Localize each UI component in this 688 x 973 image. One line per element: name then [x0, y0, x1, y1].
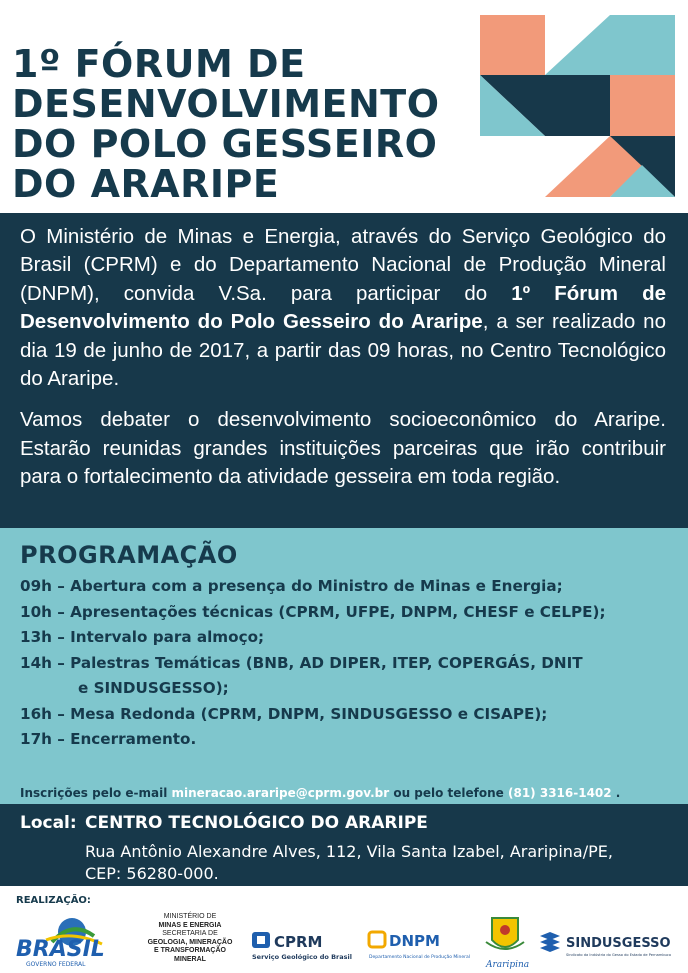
page-title: [12, 44, 440, 204]
intro-paragraph-1: O Ministério de Minas e Energia, através do Serviço Geológico do Brasil (CPRM) e do Departamento Nacional de Produção Mineral (DNPM), convida V.Sa. para participar do 1º Fórum de Desenvolvimento do Polo Gesseiro do Araripe, a ser realizado no dia 19 de junho de 2017, a partir das 09 horas, no Centro Tecnológico do Araripe.: [20, 225, 666, 391]
schedule-item-continuation: e SINDUSGESSO);: [78, 679, 229, 697]
realizacao-label: REALIZAÇÃO:: [16, 895, 91, 906]
cprm-logo: [250, 930, 355, 962]
brasil-governo-federal-logo: [12, 910, 132, 968]
address-line-2: CEP: 56280-000.: [85, 864, 219, 883]
araripina-text: Araripina: [486, 960, 530, 970]
phone-number[interactable]: (81) 3316-1402: [508, 786, 612, 800]
event-name-bold: 1º Fórum de Desenvolvimento do Polo Gesseiro do Araripe: [20, 281, 666, 334]
schedule-item: 17h – Encerramento.: [20, 730, 197, 748]
schedule-item: 14h – Palestras Temáticas (BNB, AD DIPER, ITEP, COPERGÁS, DNIT: [20, 653, 583, 672]
geometric-logo-graphic: [480, 15, 675, 197]
title-line-2: DESENVOLVIMENTO: [12, 82, 440, 126]
intro-paragraph-2: Vamos debater o desenvolvimento socioeconômico do Araripe. Estarão reunidas grandes instituições parceiras que irão contribuir para o fortalecimento da atividade gesseira em toda região.: [20, 408, 666, 489]
email-link[interactable]: mineracao.araripe@cprm.gov.br: [171, 786, 390, 800]
schedule-item: 09h – Abertura com a presença do Ministro de Minas e Energia;: [20, 577, 563, 595]
sindusgesso-wordmark: SINDUSGESSO: [566, 936, 671, 951]
inscricoes-line: Inscrições pelo e-mail mineracao.araripe@cprm.gov.br ou pelo telefone (81) 3316-1402 .: [20, 786, 621, 800]
venue-address: [85, 841, 613, 885]
footer: [0, 886, 688, 973]
title-line-4: DO ARARIPE: [12, 162, 280, 206]
schedule-list: [20, 574, 670, 753]
intro-section: [0, 213, 688, 528]
cprm-subtitle: Serviço Geológico do Brasil: [252, 953, 352, 961]
venue-name: CENTRO TECNOLÓGICO DO ARARIPE: [85, 813, 428, 833]
schedule-item: 13h – Intervalo para almoço;: [20, 628, 265, 646]
dnpm-subtitle: Departamento Nacional de Produção Mineral: [369, 955, 470, 960]
brasil-wordmark: BRASIL: [16, 937, 105, 962]
ministerio-logo: MINISTÉRIO DE MINAS E ENERGIA SECRETARIA DE GEOLOGIA, MINERAÇÃO E TRANSFORMAÇÃO MINERAL: [147, 913, 233, 963]
cprm-wordmark: CPRM: [274, 933, 323, 951]
programacao-section: [0, 528, 688, 804]
programacao-title: PROGRAMAÇÃO: [20, 541, 238, 569]
title-line-3: DO POLO GESSEIRO: [12, 122, 438, 166]
local-section: [0, 804, 688, 886]
governo-federal-text: GOVERNO FEDERAL: [26, 961, 86, 968]
header: [0, 0, 688, 213]
schedule-item: 10h – Apresentações técnicas (CPRM, UFPE, DNPM, CHESF e CELPE);: [20, 602, 606, 621]
dnpm-wordmark: DNPM: [389, 932, 440, 950]
araripina-crest-logo: [480, 912, 530, 972]
schedule-item: 16h – Mesa Redonda (CPRM, DNPM, SINDUSGESSO e CISAPE);: [20, 704, 548, 723]
sindusgesso-subtitle: Sindicato da Indústria do Gesso do Estado de Pernambuco: [566, 953, 672, 957]
sindusgesso-logo: [538, 930, 680, 962]
address-line-1: Rua Antônio Alexandre Alves, 112, Vila Santa Izabel, Araripina/PE,: [85, 842, 613, 861]
title-line-1: 1º FÓRUM DE: [12, 42, 306, 86]
dnpm-logo: [367, 930, 472, 962]
local-label: Local:: [20, 813, 77, 833]
